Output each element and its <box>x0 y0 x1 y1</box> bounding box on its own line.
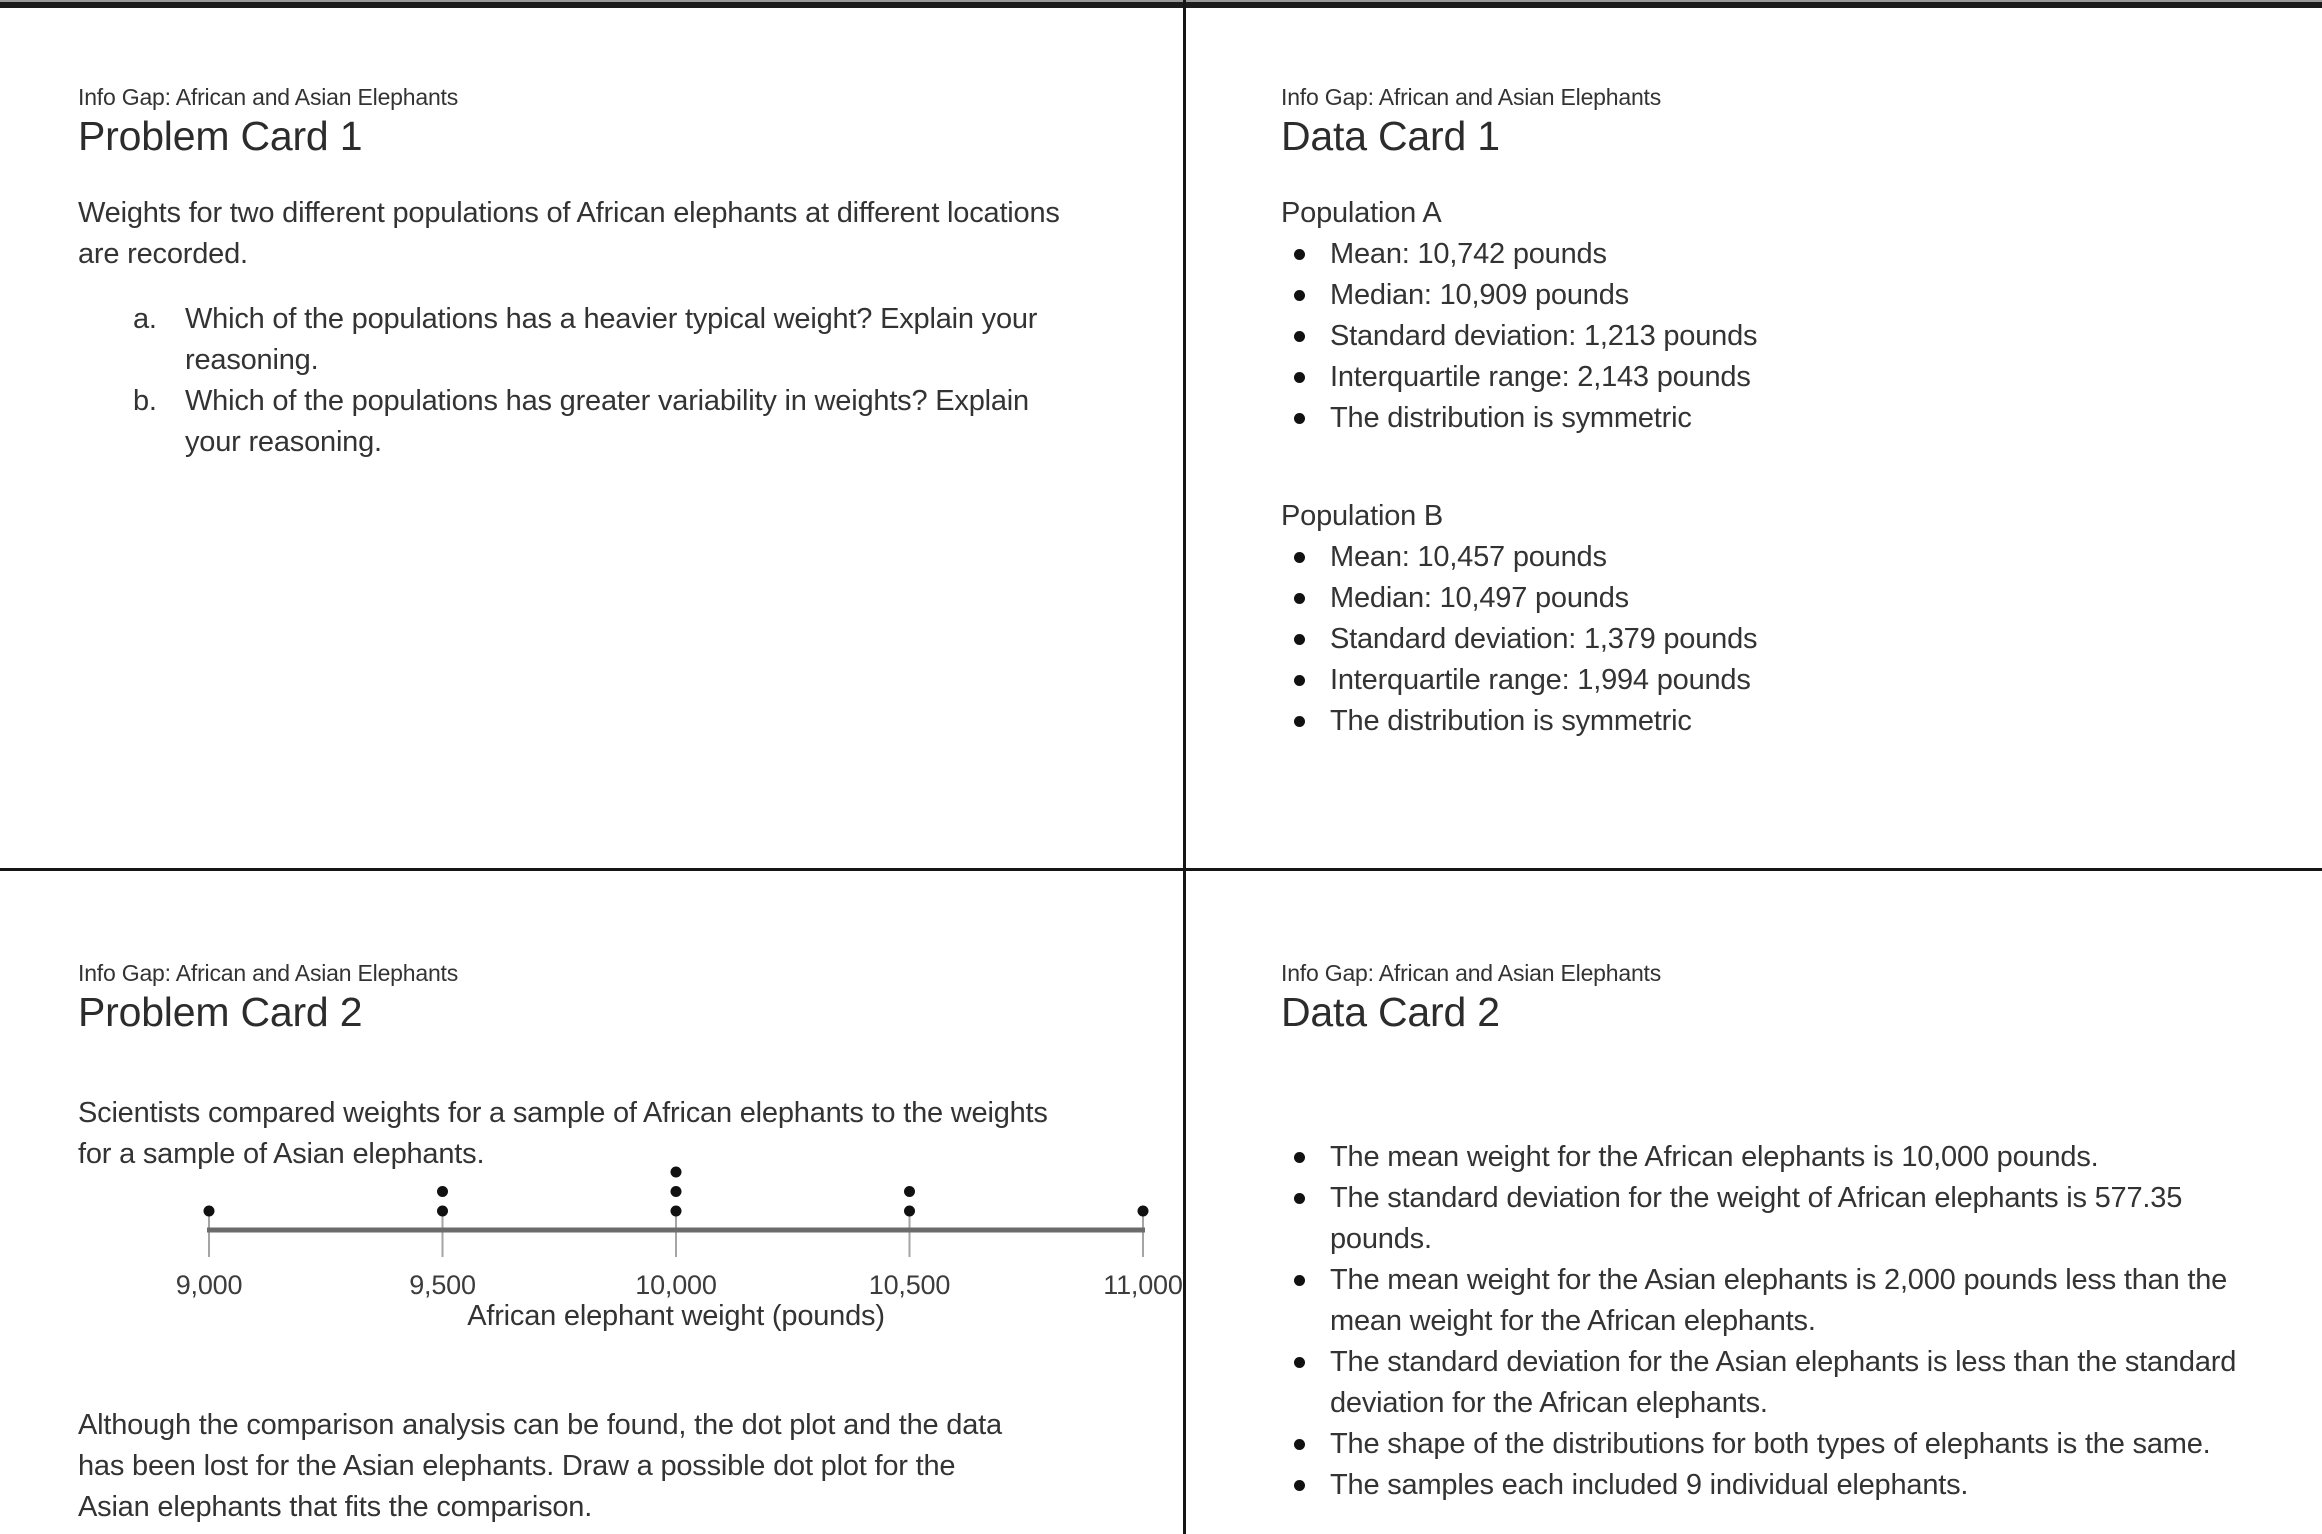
axis-tick-label: 9,000 <box>175 1270 243 1300</box>
fact-item: The mean weight for the African elephants is 10,000 pounds. <box>1281 1137 2290 1178</box>
stat-item: The distribution is symmetric <box>1281 398 2322 439</box>
fact-item: The mean weight for the Asian elephants is 2,000 pounds less than the mean weight for the African elephants. <box>1281 1260 2290 1342</box>
axis-tick-label: 10,000 <box>635 1270 717 1300</box>
dot <box>437 1186 448 1197</box>
dot <box>904 1186 915 1197</box>
problem-card-1 <box>0 8 1183 868</box>
population-a-section <box>1281 193 2302 439</box>
population-b-section <box>1281 496 2302 742</box>
axis-tick-label: 11,000 <box>1103 1270 1183 1300</box>
dot <box>1138 1206 1149 1217</box>
problem1-intro: Weights for two different populations of African elephants at different locations are recorded. <box>78 197 1060 270</box>
problem2-outro: Although the comparison analysis can be found, the dot plot and the data has been lost for the Asian elephants. Draw a possible dot plot for the Asian elephants that fits the comparison. <box>78 1409 1002 1523</box>
data-card-2 <box>1186 871 2322 1534</box>
dot-plot <box>78 1157 1221 1337</box>
card-title: Problem Card 2 <box>78 989 363 1035</box>
dot <box>437 1206 448 1217</box>
dot <box>671 1186 682 1197</box>
dot <box>204 1206 215 1217</box>
population-a-heading: Population A <box>1281 197 1442 229</box>
fact-item: The samples each included 9 individual elephants. <box>1281 1465 2290 1506</box>
stat-item: Median: 10,909 pounds <box>1281 275 2322 316</box>
top-border-rule <box>0 0 2322 8</box>
stat-item: Interquartile range: 2,143 pounds <box>1281 357 2322 398</box>
problem2-intro: Scientists compared weights for a sample of African elephants to the weights for a sample of Asian elephants. <box>78 1097 1048 1170</box>
population-a-stats-list <box>1281 234 2302 439</box>
dot <box>671 1167 682 1178</box>
stat-item: Standard deviation: 1,213 pounds <box>1281 316 2322 357</box>
stat-item: The distribution is symmetric <box>1281 701 2322 742</box>
question-item-a <box>133 299 1143 381</box>
question-marker: b. <box>133 385 157 417</box>
fact-item: The standard deviation for the Asian elephants is less than the standard deviation for the African elephants. <box>1281 1342 2290 1424</box>
card-eyebrow: Info Gap: African and Asian Elephants <box>78 84 459 110</box>
card-eyebrow: Info Gap: African and Asian Elephants <box>1281 960 1662 986</box>
question-text: Which of the populations has greater variability in weights? Explain your reasoning. <box>185 385 1029 458</box>
stat-item: Interquartile range: 1,994 pounds <box>1281 660 2322 701</box>
card-eyebrow: Info Gap: African and Asian Elephants <box>78 960 459 986</box>
data-card-1 <box>1186 8 2322 868</box>
problem-card-2 <box>0 871 1183 1534</box>
dot <box>904 1206 915 1217</box>
problem1-question-list <box>133 299 1143 463</box>
fact-item: The shape of the distributions for both types of elephants is the same. <box>1281 1424 2290 1465</box>
stat-item: Mean: 10,457 pounds <box>1281 537 2322 578</box>
question-item-b <box>133 381 1143 463</box>
stat-item: Mean: 10,742 pounds <box>1281 234 2322 275</box>
population-b-stats-list <box>1281 537 2302 742</box>
card-eyebrow: Info Gap: African and Asian Elephants <box>1281 84 1662 110</box>
stat-item: Median: 10,497 pounds <box>1281 578 2322 619</box>
card-title: Problem Card 1 <box>78 113 363 159</box>
question-marker: a. <box>133 303 157 335</box>
stat-item: Standard deviation: 1,379 pounds <box>1281 619 2322 660</box>
question-text: Which of the populations has a heavier typical weight? Explain your reasoning. <box>185 303 1038 376</box>
data2-facts-list <box>1281 1137 2302 1506</box>
axis-tick-label: 9,500 <box>409 1270 476 1300</box>
dot <box>671 1206 682 1217</box>
axis-title: African elephant weight (pounds) <box>467 1300 885 1332</box>
axis-tick-label: 10,500 <box>868 1270 951 1300</box>
card-title: Data Card 2 <box>1281 989 1500 1035</box>
vertical-divider-rule <box>1183 0 1186 1534</box>
horizontal-divider-rule <box>0 868 2322 871</box>
population-b-heading: Population B <box>1281 500 1444 532</box>
fact-item: The standard deviation for the weight of African elephants is 577.35 pounds. <box>1281 1178 2290 1260</box>
card-title: Data Card 1 <box>1281 113 1500 159</box>
